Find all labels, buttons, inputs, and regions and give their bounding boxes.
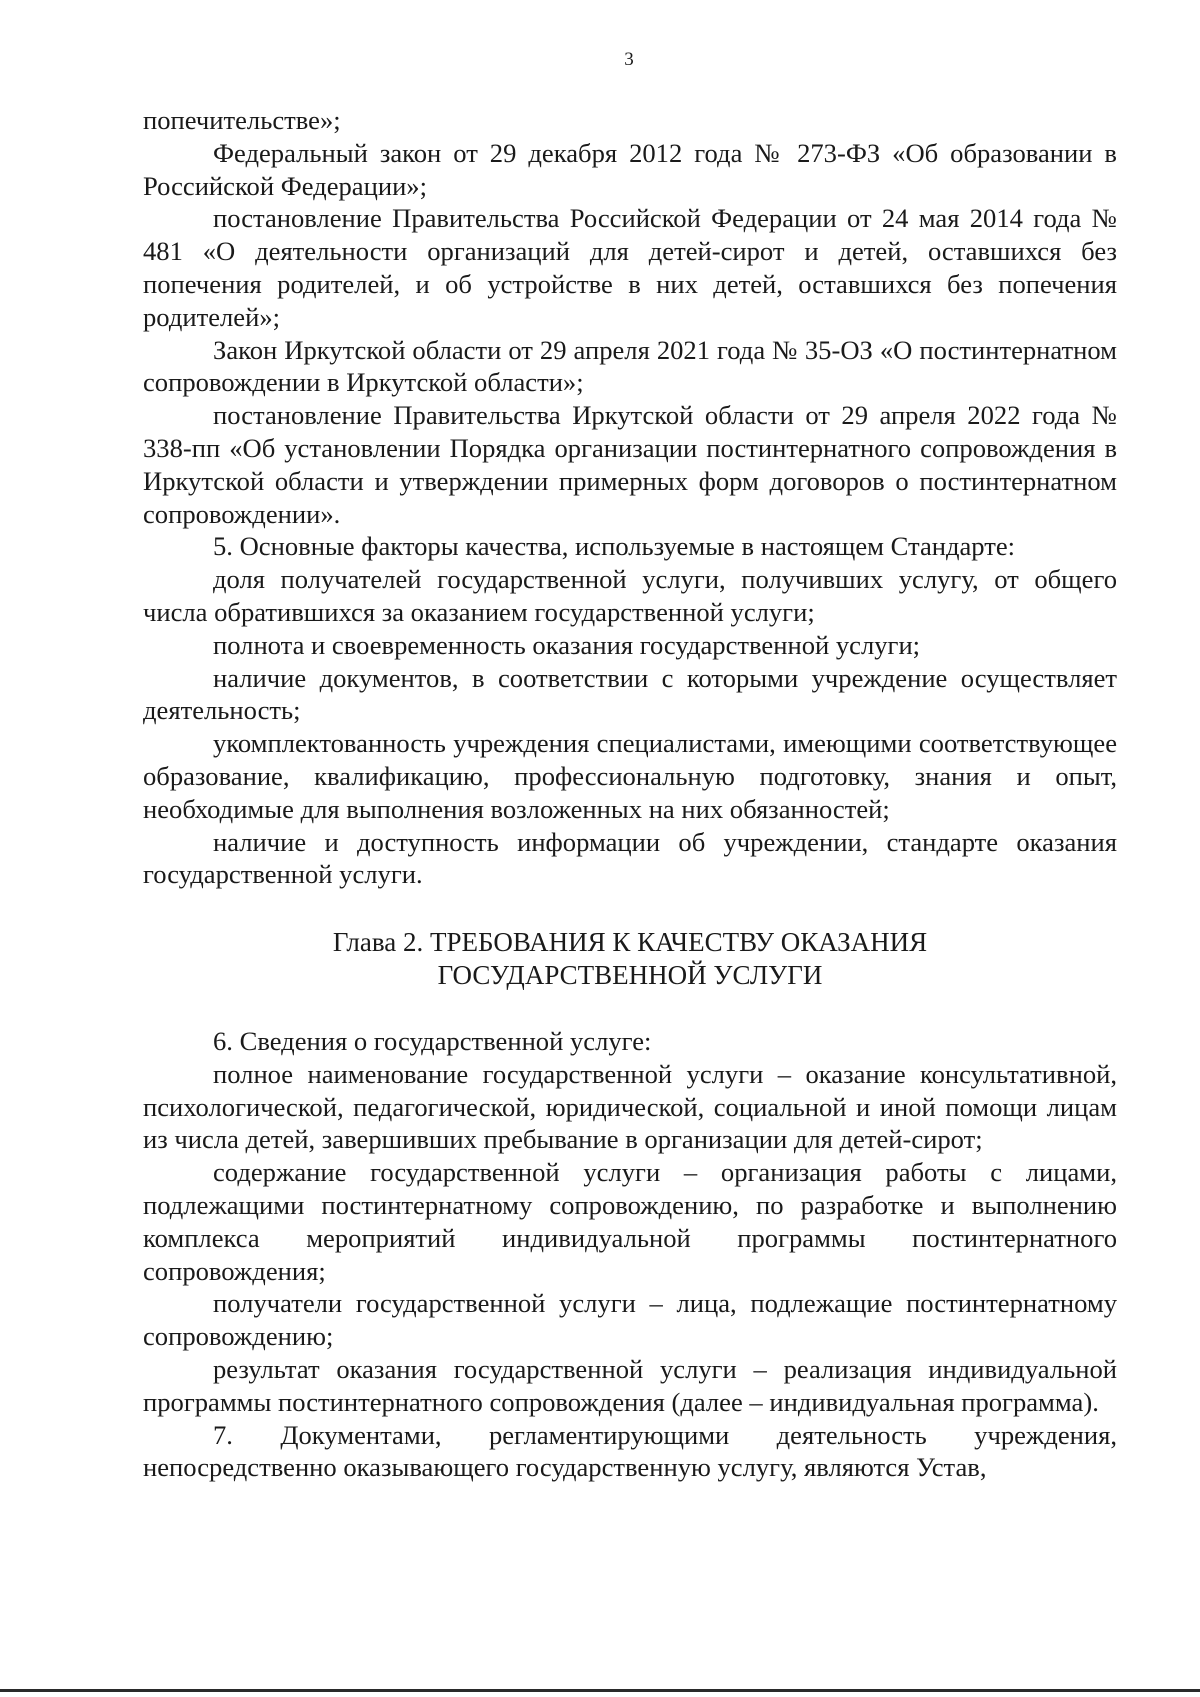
chapter-heading-line-1: Глава 2. ТРЕБОВАНИЯ К КАЧЕСТВУ ОКАЗАНИЯ — [332, 927, 928, 957]
paragraph: наличие и доступность информации об учреждении, стандарте оказания государственной услуги. — [143, 826, 1117, 890]
paragraph: результат оказания государственной услуги – реализация индивидуальной программы постинтернатного сопровождения (далее – индивидуальная программа). — [143, 1353, 1117, 1417]
paragraph: попечительстве»; — [143, 105, 341, 135]
paragraph: 7. Документами, регламентирующими деятельность учреждения, непосредственно оказывающего государственную услугу, являются Устав, — [143, 1419, 1117, 1483]
paragraph: получатели государственной услуги – лица, подлежащие постинтернатному сопровождению; — [143, 1288, 1117, 1352]
paragraph: постановление Правительства Российской Федерации от 24 мая 2014 года № 481 «О деятельности организаций для детей-сирот и детей, оставшихся без попечения родителей, и об устройстве в них детей, оставшихся без попечения родителей»; — [143, 203, 1117, 332]
paragraph: полнота и своевременность оказания государственной услуги; — [213, 629, 921, 660]
paragraph: постановление Правительства Иркутской области от 29 апреля 2022 года № 338-пп «Об установлении Порядка организации постинтернатного сопровождения в Иркутской области и утверждении примерных форм договоров о постинтернатном сопровождении». — [143, 400, 1117, 529]
chapter-heading — [143, 926, 1117, 992]
paragraph: 6. Сведения о государственной услуге: — [213, 1026, 652, 1056]
scan-bottom-edge-line — [0, 1689, 1200, 1692]
paragraph: доля получателей государственной услуги, получивших услугу, от общего числа обратившихся за оказанием государственной услуги; — [143, 564, 1117, 627]
paragraph: содержание государственной услуги – организация работы с лицами, подлежащими постинтернатному сопровождению, по разработке и выполнению комплекса мероприятий индивидуальной программы постинтернатного сопровождения; — [143, 1157, 1117, 1286]
paragraph: полное наименование государственной услуги – оказание консультативной, психологической, педагогической, юридической, социальной и иной помощи лицам из числа детей, завершивших пребывание в организации для детей-сирот; — [143, 1058, 1117, 1155]
paragraph: наличие документов, в соответствии с которыми учреждение осуществляет деятельность; — [143, 662, 1117, 726]
body-text-top — [143, 104, 1117, 891]
page-number: 3 — [624, 49, 634, 70]
paragraph: 5. Основные факторы качества, используемые в настоящем Стандарте: — [213, 531, 1016, 562]
paragraph: Федеральный закон от 29 декабря 2012 года № 273-ФЗ «Об образовании в Российской Федерации»; — [143, 137, 1117, 201]
paragraph: укомплектованность учреждения специалистами, имеющими соответствующее образование, квалификацию, профессиональную подготовку, знания и опыт, необходимые для выполнения возложенных на них обязанностей; — [143, 728, 1117, 824]
chapter-heading-line-2: ГОСУДАРСТВЕННОЙ УСЛУГИ — [437, 960, 823, 990]
paragraph: Закон Иркутской области от 29 апреля 2021 года № 35-ОЗ «О постинтернатном сопровождении в Иркутской области»; — [143, 334, 1117, 398]
body-text-bottom — [143, 1025, 1117, 1484]
